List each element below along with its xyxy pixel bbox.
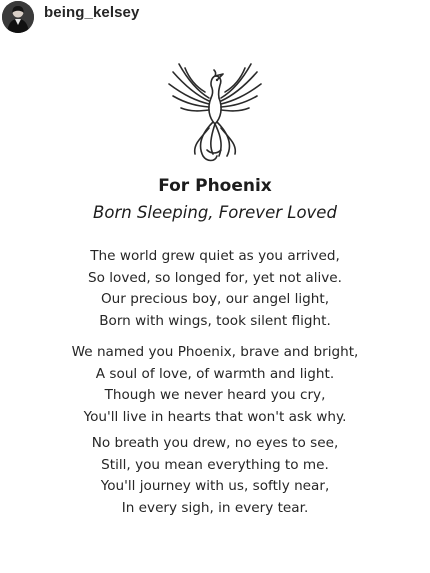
poem-line: So loved, so longed for, yet not alive. xyxy=(87,269,342,286)
poem-line: The world grew quiet as you arrived, xyxy=(90,248,340,264)
poem-line: A soul of love, of warmth and light. xyxy=(95,365,335,382)
username-link[interactable]: being_kelsey xyxy=(44,4,140,21)
poem-line: You'll journey with us, softly near, xyxy=(100,478,330,494)
poem-line: Our precious boy, our angel light, xyxy=(100,291,330,307)
poem-line: No breath you drew, no eyes to see, xyxy=(91,435,339,451)
poem-subtitle: Born Sleeping, Forever Loved xyxy=(93,203,337,222)
poem-line: Still, you mean everything to me. xyxy=(101,456,329,473)
post-header xyxy=(0,0,430,36)
avatar[interactable] xyxy=(2,1,34,33)
post-image xyxy=(0,40,430,573)
profile-avatar-icon xyxy=(2,1,34,33)
poem-line: Though we never heard you cry, xyxy=(104,387,326,403)
poem-line: You'll live in hearts that won't ask why. xyxy=(83,408,347,425)
stanza xyxy=(0,246,430,332)
stanza xyxy=(0,433,430,519)
poem-line: We named you Phoenix, brave and bright, xyxy=(71,344,359,360)
poem-title: For Phoenix xyxy=(158,176,272,196)
phoenix-icon xyxy=(165,58,265,166)
poem-line: In every sigh, in every tear. xyxy=(121,499,309,516)
stanza xyxy=(0,342,430,428)
poem-line: Born with wings, took silent flight. xyxy=(99,312,331,329)
